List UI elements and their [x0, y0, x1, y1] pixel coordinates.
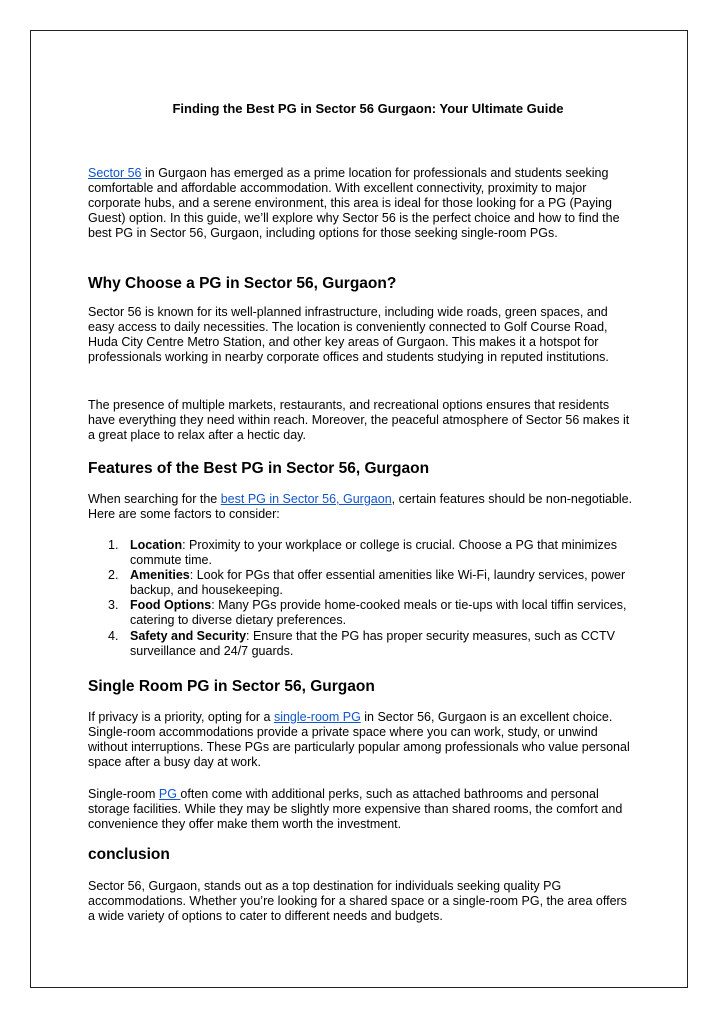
document-page [30, 30, 688, 988]
list-number: 1. [108, 538, 119, 552]
feature-term: Safety and Security [130, 628, 247, 643]
single-room-paragraph-2 [88, 787, 636, 832]
feature-text: : Ensure that the PG has proper security measures, such as CCTV surveillance and 24/7 guards. [130, 628, 615, 658]
why-paragraph-2: The presence of multiple markets, restaurants, and recreational options ensures that residents have everything they need within reach. Moreover, the peaceful atmosphere of Sector 56 makes it a great place to relax after a hectic day. [88, 398, 630, 443]
list-item [108, 538, 636, 568]
single-room-heading: Single Room PG in Sector 56, Gurgaon [88, 678, 375, 695]
single-p2-before: Single-room [88, 787, 159, 801]
feature-text: : Proximity to your workplace or college is crucial. Choose a PG that minimizes commute time. [130, 538, 617, 568]
single-p1-after: in Sector 56, Gurgaon is an excellent choice. Single-room accommodations provide a private space where you can work, study, or unwind without interruptions. These PGs are particularly popular among professionals who value personal space after a busy day at work. [88, 710, 630, 770]
intro-paragraph [88, 166, 636, 241]
feature-term: Amenities [130, 568, 190, 583]
features-intro-after: , certain features should be non-negotiable. Here are some factors to consider: [88, 492, 633, 522]
page-title: Finding the Best PG in Sector 56 Gurgaon: Your Ultimate Guide [172, 101, 564, 116]
list-number: 4. [108, 628, 119, 643]
best-pg-link[interactable]: best PG in Sector 56, Gurgaon [220, 492, 392, 506]
why-paragraph-1: Sector 56 is known for its well-planned infrastructure, including wide roads, green spaces, and easy access to daily necessities. The location is conveniently connected to Golf Course Road, Huda City Centre Metro Station, and other key areas of Gurgaon. This makes it a hotspot for professionals working in nearby corporate offices and students studying in reputed institutions. [88, 305, 609, 365]
single-p1-before: If privacy is a priority, opting for a [88, 710, 274, 724]
features-heading: Features of the Best PG in Sector 56, Gurgaon [88, 460, 430, 477]
single-room-pg-link[interactable]: single-room PG [273, 710, 361, 724]
conclusion-paragraph: Sector 56, Gurgaon, stands out as a top destination for individuals seeking quality PG accommodations. Whether you’re looking for a shared space or a single-room PG, the area offers a wide variety of options to cater to different needs and budgets. [88, 879, 627, 924]
single-room-paragraph-1 [88, 710, 636, 770]
features-list [88, 538, 636, 659]
list-item [108, 568, 636, 598]
feature-term: Location [130, 538, 183, 552]
single-p2-after: often come with additional perks, such as attached bathrooms and personal storage facilities. While they may be slightly more expensive than shared rooms, the comfort and convenience they offer make them worth the investment. [88, 787, 623, 832]
why-choose-heading: Why Choose a PG in Sector 56, Gurgaon? [88, 275, 397, 292]
conclusion-heading: conclusion [88, 846, 170, 863]
sector-56-link[interactable]: Sector 56 [88, 166, 142, 180]
list-number: 3. [108, 598, 119, 613]
list-number: 2. [108, 568, 119, 583]
list-item [108, 598, 636, 628]
feature-text: : Look for PGs that offer essential amenities like Wi-Fi, laundry services, power backup, and housekeeping. [130, 568, 626, 598]
feature-term: Food Options [130, 598, 212, 613]
features-intro-paragraph [88, 492, 636, 522]
list-item [108, 628, 636, 659]
features-intro-before: When searching for the [88, 492, 221, 506]
pg-link[interactable]: PG [158, 787, 181, 801]
feature-text: : Many PGs provide home-cooked meals or tie-ups with local tiffin services, catering to diverse dietary preferences. [130, 598, 627, 628]
intro-text: in Gurgaon has emerged as a prime location for professionals and students seeking comfortable and affordable accommodation. With excellent connectivity, proximity to major corporate hubs, and a serene environment, this area is ideal for those looking for a PG (Paying Guest) option. In this guide, we’ll explore why Sector 56 is the perfect choice and how to find the best PG in Sector 56, Gurgaon, including options for those seeking single-room PGs. [88, 166, 620, 241]
